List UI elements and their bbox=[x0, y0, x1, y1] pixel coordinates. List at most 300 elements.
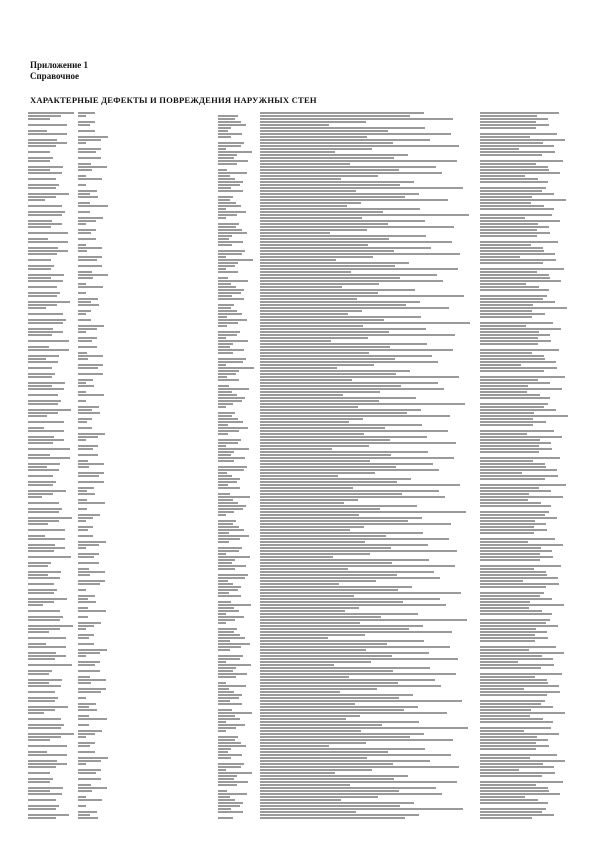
table-cell-text bbox=[480, 247, 543, 249]
table-cell-text bbox=[28, 457, 70, 459]
table-cell-text bbox=[78, 277, 93, 279]
table-cell-text bbox=[218, 493, 230, 495]
table-cell-text bbox=[260, 562, 392, 564]
table-row bbox=[28, 790, 573, 792]
table-cell-text bbox=[28, 226, 51, 228]
table-cell-text bbox=[28, 430, 64, 432]
table-row bbox=[28, 529, 573, 531]
table-cell-text bbox=[260, 337, 368, 339]
table-cell-text bbox=[218, 340, 248, 342]
table-cell-text bbox=[78, 649, 107, 651]
table-cell-text bbox=[480, 769, 519, 771]
table-cell-text bbox=[260, 403, 465, 405]
table-cell-text bbox=[218, 715, 235, 717]
table-cell-text bbox=[78, 709, 97, 711]
table-cell-text bbox=[28, 295, 57, 297]
table-cell-text bbox=[218, 346, 230, 348]
table-cell-text bbox=[480, 286, 539, 288]
table-row bbox=[28, 715, 573, 717]
table-cell-text bbox=[218, 214, 237, 216]
table-cell-text bbox=[218, 640, 230, 642]
table-cell-text bbox=[28, 454, 50, 456]
table-cell-text bbox=[78, 529, 88, 531]
table-row bbox=[28, 211, 573, 213]
table-cell-text bbox=[260, 811, 356, 813]
table-cell-text bbox=[260, 250, 394, 252]
table-cell-text bbox=[260, 466, 396, 468]
table-cell-text bbox=[480, 196, 532, 198]
table-cell-text bbox=[260, 457, 454, 459]
table-cell-text bbox=[28, 625, 73, 627]
table-cell-text bbox=[78, 715, 89, 717]
table-cell-text bbox=[260, 529, 350, 531]
table-cell-text bbox=[480, 166, 548, 168]
table-row bbox=[28, 505, 573, 507]
table-cell-text bbox=[260, 328, 426, 330]
table-cell-text bbox=[218, 145, 241, 147]
table-cell-text bbox=[480, 742, 536, 744]
table-cell-text bbox=[28, 547, 65, 549]
table-cell-text bbox=[218, 268, 226, 270]
table-cell-text bbox=[78, 274, 108, 276]
table-cell-text bbox=[260, 388, 444, 390]
table-cell-text bbox=[218, 577, 245, 579]
table-row bbox=[28, 187, 573, 189]
table-row bbox=[28, 775, 573, 777]
table-cell-text bbox=[28, 550, 54, 552]
table-row bbox=[28, 283, 573, 285]
table-cell-text bbox=[260, 451, 428, 453]
table-cell-text bbox=[218, 595, 241, 597]
table-cell-text bbox=[78, 148, 101, 150]
table-cell-text bbox=[480, 445, 539, 447]
table-cell-text bbox=[78, 760, 101, 762]
table-cell-text bbox=[480, 409, 556, 411]
table-cell-text bbox=[218, 250, 245, 252]
table-cell-text bbox=[480, 637, 548, 639]
table-cell-text bbox=[480, 655, 542, 657]
table-cell-text bbox=[480, 682, 548, 684]
table-cell-text bbox=[260, 430, 448, 432]
table-cell-text bbox=[28, 286, 57, 288]
table-cell-text bbox=[28, 265, 54, 267]
table-cell-text bbox=[260, 340, 331, 342]
table-cell-text bbox=[218, 769, 226, 771]
table-row bbox=[28, 265, 573, 267]
table-row bbox=[28, 679, 573, 681]
table-cell-text bbox=[480, 160, 563, 162]
table-cell-text bbox=[218, 376, 227, 378]
table-cell-text bbox=[480, 259, 556, 261]
table-cell-text bbox=[28, 328, 53, 330]
table-cell-text bbox=[78, 544, 99, 546]
table-row bbox=[28, 385, 573, 387]
table-cell-text bbox=[78, 703, 96, 705]
table-cell-text bbox=[260, 259, 336, 261]
table-cell-text bbox=[480, 502, 541, 504]
table-cell-text bbox=[260, 199, 448, 201]
table-cell-text bbox=[480, 121, 536, 123]
table-row bbox=[28, 658, 573, 660]
table-cell-text bbox=[218, 154, 237, 156]
table-cell-text bbox=[480, 688, 524, 690]
table-row bbox=[28, 487, 573, 489]
table-cell-text bbox=[480, 568, 534, 570]
table-cell-text bbox=[480, 685, 559, 687]
table-cell-text bbox=[260, 589, 398, 591]
table-row bbox=[28, 643, 573, 645]
table-cell-text bbox=[260, 676, 349, 678]
table-row bbox=[28, 310, 573, 312]
table-cell-text bbox=[480, 757, 530, 759]
table-cell-text bbox=[480, 571, 546, 573]
table-cell-text bbox=[28, 124, 67, 126]
table-cell-text bbox=[218, 655, 243, 657]
table-cell-text bbox=[78, 526, 93, 528]
table-cell-text bbox=[218, 550, 239, 552]
table-cell-text bbox=[260, 739, 453, 741]
table-row bbox=[28, 400, 573, 402]
table-row bbox=[28, 808, 573, 810]
table-row bbox=[28, 328, 573, 330]
table-cell-text bbox=[218, 766, 241, 768]
table-cell-text bbox=[78, 652, 100, 654]
table-cell-text bbox=[260, 253, 460, 255]
table-cell-text bbox=[78, 331, 86, 333]
table-cell-text bbox=[28, 361, 58, 363]
table-cell-text bbox=[260, 577, 440, 579]
table-cell-text bbox=[260, 718, 346, 720]
table-row bbox=[28, 685, 573, 687]
table-row bbox=[28, 739, 573, 741]
table-cell-text bbox=[78, 124, 90, 126]
table-cell-text bbox=[78, 196, 98, 198]
table-row bbox=[28, 190, 573, 192]
table-row bbox=[28, 784, 573, 786]
table-cell-text bbox=[260, 178, 341, 180]
table-cell-text bbox=[78, 571, 105, 573]
table-cell-text bbox=[218, 244, 232, 246]
table-cell-text bbox=[480, 127, 536, 129]
table-cell-text bbox=[28, 577, 60, 579]
table-cell-text bbox=[218, 484, 228, 486]
table-cell-text bbox=[218, 442, 238, 444]
table-cell-text bbox=[260, 472, 375, 474]
table-cell-text bbox=[260, 490, 439, 492]
table-cell-text bbox=[78, 799, 102, 801]
table-row bbox=[28, 286, 573, 288]
table-row bbox=[28, 469, 573, 471]
table-cell-text bbox=[260, 559, 429, 561]
table-cell-text bbox=[218, 385, 229, 387]
table-cell-text bbox=[260, 787, 436, 789]
table-cell-text bbox=[480, 448, 552, 450]
table-cell-text bbox=[78, 655, 86, 657]
table-cell-text bbox=[480, 340, 551, 342]
table-cell-text bbox=[28, 679, 62, 681]
table-cell-text bbox=[28, 187, 56, 189]
table-cell-text bbox=[218, 646, 241, 648]
table-cell-text bbox=[218, 811, 243, 813]
table-cell-text bbox=[260, 817, 405, 819]
table-cell-text bbox=[218, 259, 253, 261]
table-row bbox=[28, 250, 573, 252]
table-cell-text bbox=[28, 538, 65, 540]
table-cell-text bbox=[78, 379, 93, 381]
table-cell-text bbox=[218, 589, 238, 591]
table-cell-text bbox=[218, 661, 226, 663]
table-cell-text bbox=[78, 697, 86, 699]
table-cell-text bbox=[78, 223, 86, 225]
table-row bbox=[28, 127, 573, 129]
table-cell-text bbox=[480, 412, 534, 414]
table-cell-text bbox=[260, 535, 386, 537]
table-row bbox=[28, 769, 573, 771]
table-cell-text bbox=[480, 715, 530, 717]
table-cell-text bbox=[480, 730, 524, 732]
table-cell-text bbox=[28, 376, 52, 378]
table-cell-text bbox=[480, 694, 547, 696]
table-cell-text bbox=[28, 349, 69, 351]
table-cell-text bbox=[480, 379, 538, 381]
table-cell-text bbox=[78, 454, 98, 456]
table-cell-text bbox=[78, 292, 86, 294]
table-cell-text bbox=[78, 622, 101, 624]
table-cell-text bbox=[218, 364, 226, 366]
table-cell-text bbox=[480, 676, 535, 678]
table-cell-text bbox=[28, 646, 66, 648]
table-cell-text bbox=[260, 775, 408, 777]
table-cell-text bbox=[28, 367, 52, 369]
table-cell-text bbox=[260, 295, 464, 297]
table-cell-text bbox=[260, 526, 364, 528]
table-cell-text bbox=[78, 130, 95, 132]
table-cell-text bbox=[480, 244, 531, 246]
table-cell-text bbox=[218, 439, 241, 441]
table-cell-text bbox=[480, 706, 553, 708]
table-row bbox=[28, 535, 573, 537]
table-cell-text bbox=[28, 754, 67, 756]
table-cell-text bbox=[260, 751, 388, 753]
table-row bbox=[28, 811, 573, 813]
table-cell-text bbox=[480, 385, 528, 387]
table-row bbox=[28, 754, 573, 756]
table-cell-text bbox=[260, 124, 329, 126]
table-cell-text bbox=[28, 772, 50, 774]
table-cell-text bbox=[218, 190, 243, 192]
table-cell-text bbox=[260, 520, 408, 522]
table-cell-text bbox=[28, 133, 67, 135]
table-cell-text bbox=[218, 556, 250, 558]
table-cell-text bbox=[480, 790, 549, 792]
table-cell-text bbox=[28, 763, 67, 765]
table-cell-text bbox=[480, 376, 565, 378]
table-cell-text bbox=[218, 583, 233, 585]
table-cell-text bbox=[480, 793, 560, 795]
table-cell-text bbox=[78, 136, 108, 138]
table-cell-text bbox=[260, 313, 348, 315]
table-cell-text bbox=[260, 487, 353, 489]
table-cell-text bbox=[260, 469, 439, 471]
table-cell-text bbox=[218, 592, 229, 594]
table-cell-text bbox=[78, 460, 88, 462]
table-cell-text bbox=[28, 253, 57, 255]
table-cell-text bbox=[78, 286, 103, 288]
table-cell-text bbox=[260, 712, 447, 714]
table-row bbox=[28, 166, 573, 168]
table-cell-text bbox=[78, 373, 103, 375]
table-cell-text bbox=[218, 223, 239, 225]
table-cell-text bbox=[218, 226, 236, 228]
table-cell-text bbox=[78, 259, 97, 261]
table-cell-text bbox=[218, 616, 244, 618]
table-cell-text bbox=[28, 469, 59, 471]
table-cell-text bbox=[260, 274, 437, 276]
table-cell-text bbox=[218, 682, 226, 684]
table-cell-text bbox=[260, 343, 427, 345]
table-cell-text bbox=[78, 220, 96, 222]
table-cell-text bbox=[28, 556, 71, 558]
table-cell-text bbox=[218, 160, 248, 162]
table-cell-text bbox=[218, 310, 237, 312]
table-cell-text bbox=[480, 403, 548, 405]
table-cell-text bbox=[218, 703, 242, 705]
table-cell-text bbox=[78, 211, 90, 213]
table-cell-text bbox=[260, 145, 459, 147]
table-cell-text bbox=[260, 514, 359, 516]
table-row bbox=[28, 163, 573, 165]
table-cell-text bbox=[260, 763, 393, 765]
table-row bbox=[28, 727, 573, 729]
table-cell-text bbox=[260, 142, 393, 144]
table-cell-text bbox=[78, 661, 100, 663]
table-cell-text bbox=[78, 817, 98, 819]
table-cell-text bbox=[218, 751, 228, 753]
table-cell-text bbox=[28, 118, 50, 120]
table-cell-text bbox=[260, 406, 358, 408]
table-cell-text bbox=[78, 730, 102, 732]
table-cell-text bbox=[480, 394, 540, 396]
table-cell-text bbox=[260, 112, 424, 114]
table-cell-text bbox=[28, 274, 64, 276]
table-cell-text bbox=[480, 214, 552, 216]
table-cell-text bbox=[78, 400, 86, 402]
table-row bbox=[28, 415, 573, 417]
table-cell-text bbox=[260, 232, 330, 234]
table-row bbox=[28, 430, 573, 432]
table-cell-text bbox=[28, 700, 55, 702]
table-cell-text bbox=[218, 628, 237, 630]
table-cell-text bbox=[78, 112, 95, 114]
table-cell-text bbox=[260, 499, 358, 501]
table-row bbox=[28, 706, 573, 708]
table-cell-text bbox=[28, 268, 51, 270]
table-cell-text bbox=[218, 391, 232, 393]
table-cell-text bbox=[78, 634, 94, 636]
table-cell-text bbox=[260, 799, 341, 801]
table-cell-text bbox=[480, 241, 558, 243]
table-cell-text bbox=[78, 283, 86, 285]
table-cell-text bbox=[218, 415, 232, 417]
table-cell-text bbox=[260, 733, 424, 735]
table-cell-text bbox=[218, 610, 239, 612]
table-cell-text bbox=[28, 643, 46, 645]
table-cell-text bbox=[218, 478, 240, 480]
table-cell-text bbox=[28, 610, 60, 612]
table-row bbox=[28, 178, 573, 180]
table-cell-text bbox=[78, 811, 97, 813]
table-cell-text bbox=[260, 418, 363, 420]
table-row bbox=[28, 343, 573, 345]
table-cell-text bbox=[480, 187, 546, 189]
table-row bbox=[28, 349, 573, 351]
table-cell-text bbox=[480, 112, 559, 114]
table-cell-text bbox=[218, 742, 241, 744]
table-cell-text bbox=[28, 220, 52, 222]
table-cell-text bbox=[480, 514, 545, 516]
table-cell-text bbox=[28, 142, 67, 144]
table-cell-text bbox=[260, 184, 400, 186]
table-cell-text bbox=[218, 286, 236, 288]
table-cell-text bbox=[78, 157, 101, 159]
table-row bbox=[28, 772, 573, 774]
table-cell-text bbox=[218, 178, 235, 180]
table-row bbox=[28, 358, 573, 360]
table-cell-text bbox=[260, 412, 407, 414]
table-cell-text bbox=[260, 604, 446, 606]
table-row bbox=[28, 466, 573, 468]
table-cell-text bbox=[78, 499, 87, 501]
table-cell-text bbox=[78, 367, 98, 369]
table-cell-text bbox=[28, 574, 48, 576]
table-row bbox=[28, 406, 573, 408]
table-row bbox=[28, 463, 573, 465]
table-cell-text bbox=[480, 709, 531, 711]
table-cell-text bbox=[260, 133, 451, 135]
table-cell-text bbox=[260, 385, 401, 387]
table-cell-text bbox=[480, 796, 525, 798]
table-row bbox=[28, 121, 573, 123]
table-cell-text bbox=[218, 802, 243, 804]
table-cell-text bbox=[28, 232, 68, 234]
table-row bbox=[28, 556, 573, 558]
table-cell-text bbox=[28, 427, 44, 429]
table-cell-text bbox=[218, 142, 244, 144]
table-cell-text bbox=[218, 337, 226, 339]
table-row bbox=[28, 730, 573, 732]
table-row bbox=[28, 313, 573, 315]
table-row bbox=[28, 223, 573, 225]
table-row bbox=[28, 340, 573, 342]
table-cell-text bbox=[480, 484, 566, 486]
table-cell-text bbox=[480, 199, 566, 201]
table-cell-text bbox=[480, 268, 564, 270]
table-cell-text bbox=[260, 658, 458, 660]
table-cell-text bbox=[28, 664, 72, 666]
table-cell-text bbox=[78, 691, 101, 693]
table-cell-text bbox=[480, 229, 537, 231]
table-cell-text bbox=[28, 787, 63, 789]
table-cell-text bbox=[78, 193, 90, 195]
table-cell-text bbox=[218, 370, 239, 372]
table-cell-text bbox=[218, 430, 239, 432]
table-cell-text bbox=[260, 808, 463, 810]
table-cell-text bbox=[260, 670, 393, 672]
table-cell-text bbox=[480, 406, 544, 408]
table-cell-text bbox=[218, 727, 236, 729]
table-cell-text bbox=[78, 757, 108, 759]
table-row bbox=[28, 571, 573, 573]
